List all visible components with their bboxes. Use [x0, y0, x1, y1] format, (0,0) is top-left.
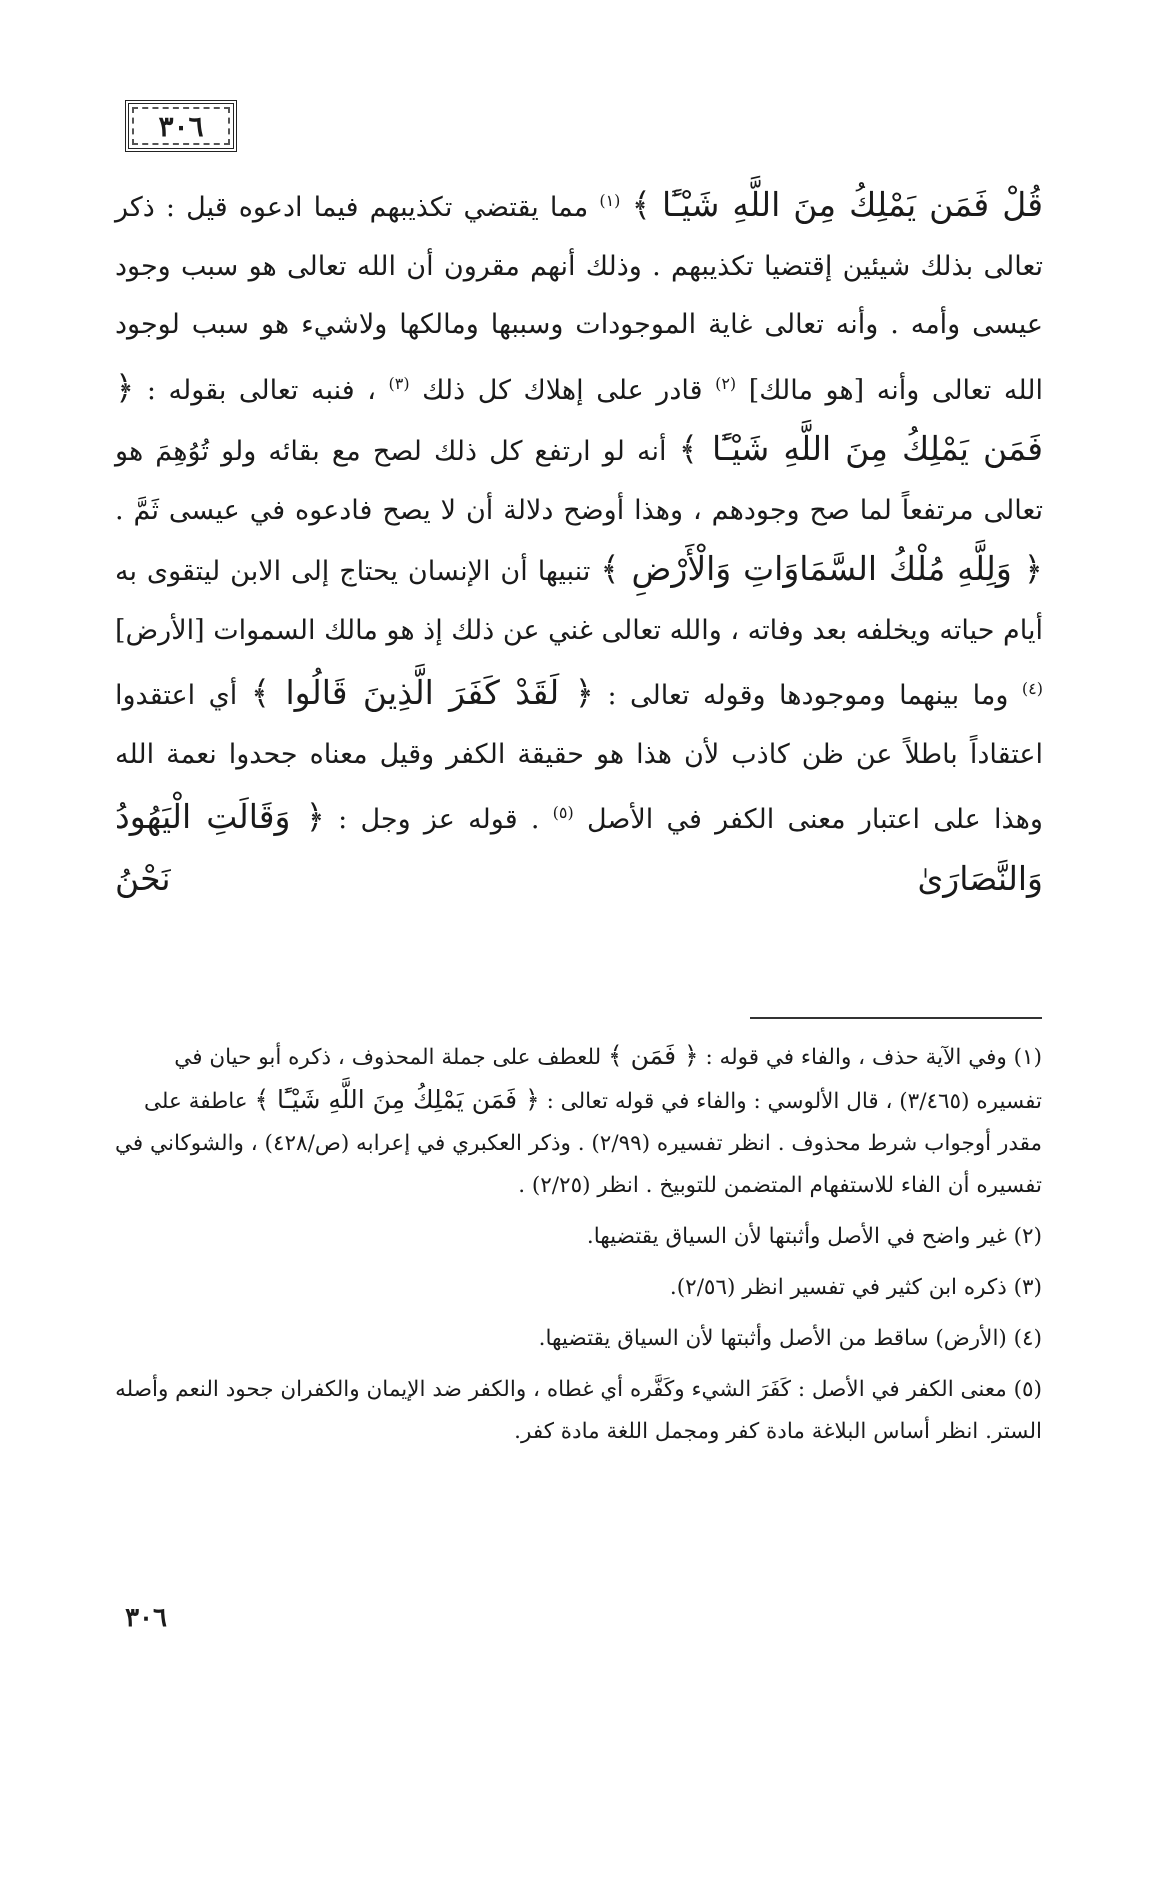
footnote-divider: [750, 1017, 1042, 1019]
footnote-text: (الأرض) ساقط من الأصل وأثبتها لأن السياق يقتضيها.: [538, 1326, 1007, 1351]
footnote-mark: (١): [599, 191, 621, 210]
text-run: ، فنبه تعالى بقوله :: [146, 374, 376, 406]
quran-verse: ﴿ لَقَدْ كَفَرَ الَّذِينَ قَالُوا ﴾: [250, 673, 594, 712]
quran-verse: ﴿ فَمَن ﴾: [608, 1041, 699, 1070]
footnote-number: (٥): [1013, 1377, 1042, 1402]
text-run: قادر على إهلاك كل ذلك: [422, 374, 703, 406]
quran-verse: ﴿ فَمَن يَمْلِكُ مِنَ اللَّهِ شَيْـًٔا ﴾: [115, 367, 1043, 468]
footnote-number: (٣): [1013, 1275, 1042, 1300]
quran-bracket: ﴾: [631, 185, 651, 224]
text-run: أنه لو ارتفع كل ذلك لصح مع بقائه ولو تُوُهِمَ هو تعالى مرتفعاً لما صح وجودهم ، وهذا أوضح دلالة أن لا يصح فادعوه في عيسى ثَمَّ .: [115, 436, 1043, 526]
footnote-mark: (٥): [552, 803, 574, 822]
footer-page-number: ٣٠٦: [125, 1603, 167, 1633]
page-number-box: [125, 100, 237, 152]
text-run: . قوله عز وجل :: [338, 804, 540, 835]
footnote-text: معنى الكفر في الأصل : كَفَرَ الشيء وكَفَّره أي غطاه ، والكفر ضد الإيمان والكفران جحود النعم وأصله الستر. انظر أساس البلاغة مادة كفر ومجمل اللغة مادة كفر.: [115, 1377, 1042, 1444]
text-run: أي اعتقدوا اعتقاداً باطلاً عن ظن كاذب لأن هذا هو حقيقة الكفر وقيل معناه جحدوا نعمة الله وهذا على اعتبار معنى الكفر في الأصل: [115, 680, 1043, 835]
header-page-number: ٣٠٦: [158, 109, 204, 143]
main-text: [115, 172, 1043, 911]
footnotes: [112, 1035, 1042, 1462]
footnote-mark: (٣): [388, 373, 410, 393]
footnote-number: (٢): [1013, 1224, 1042, 1249]
footnote-mark: (٢): [715, 373, 737, 393]
footnote-text: عاطفة على مقدر أوجواب شرط محذوف . انظر تفسيره (٢/٩٩) . وذكر العكبري في إعرابه (ص/٤٢٨) ، والشوكاني في تفسيره أن الفاء للاستفهام المتضمن للتوبيخ . انظر (٢/٢٥) .: [115, 1089, 1042, 1198]
footnote: [112, 1216, 1042, 1258]
footnote: [112, 1035, 1042, 1207]
quran-verse: قُلْ فَمَن يَمْلِكُ مِنَ اللَّهِ شَيْـًٔا: [662, 185, 1043, 224]
text-run: وما بينهما وموجودها وقوله تعالى :: [607, 680, 1009, 711]
footnote-text: ذكره ابن كثير في تفسير انظر (٢/٥٦).: [669, 1275, 1007, 1300]
paragraph: [115, 172, 1043, 911]
quran-verse: ﴿ وَلِلَّهِ مُلْكُ السَّمَاوَاتِ وَالْأَرْضِ ﴾: [600, 549, 1043, 588]
footnote: [112, 1369, 1042, 1453]
footnote: [112, 1267, 1042, 1309]
text-run: تنبيها أن الإنسان يحتاج إلى الابن ليتقوى به أيام حياته ويخلفه بعد وفاته ، والله تعالى غني عن ذلك إذ هو مالك السموات [الأرض]: [115, 556, 1043, 646]
footnote-text: للعطف على جملة المحذوف ، ذكره أبو حيان في تفسيره (٣/٤٦٥) ، قال الألوسي : والفاء في قوله تعالى :: [174, 1045, 1042, 1114]
footnote-mark: (٤): [1021, 679, 1043, 698]
footnote: [112, 1318, 1042, 1360]
quran-verse: ﴿ وَقَالَتِ الْيَهُودُ وَالنَّصَارَىٰ نَحْنُ: [115, 797, 1043, 898]
footnote-number: (٤): [1013, 1326, 1042, 1351]
footnote-text: غير واضح في الأصل وأثبتها لأن السياق يقتضيها.: [586, 1224, 1007, 1249]
text-run: مما يقتضي تكذيبهم فيما ادعوه قيل : ذكر تعالى بذلك شيئين إقتضيا تكذيبهم . وذلك أنهم مقرون أن الله تعالى هو سبب وجود عيسى وأمه . وأنه تعالى غاية الموجودات وسببها ومالكها ولاشيء هو سبب لوجود الله تعالى وأنه [هو مالك]: [115, 192, 1044, 406]
footnote-text: وفي الآية حذف ، والفاء في قوله :: [705, 1045, 1007, 1070]
footnote-number: (١): [1013, 1045, 1042, 1070]
quran-verse: ﴿ فَمَن يَمْلِكُ مِنَ اللَّهِ شَيْـًٔا ﴾: [254, 1085, 540, 1114]
